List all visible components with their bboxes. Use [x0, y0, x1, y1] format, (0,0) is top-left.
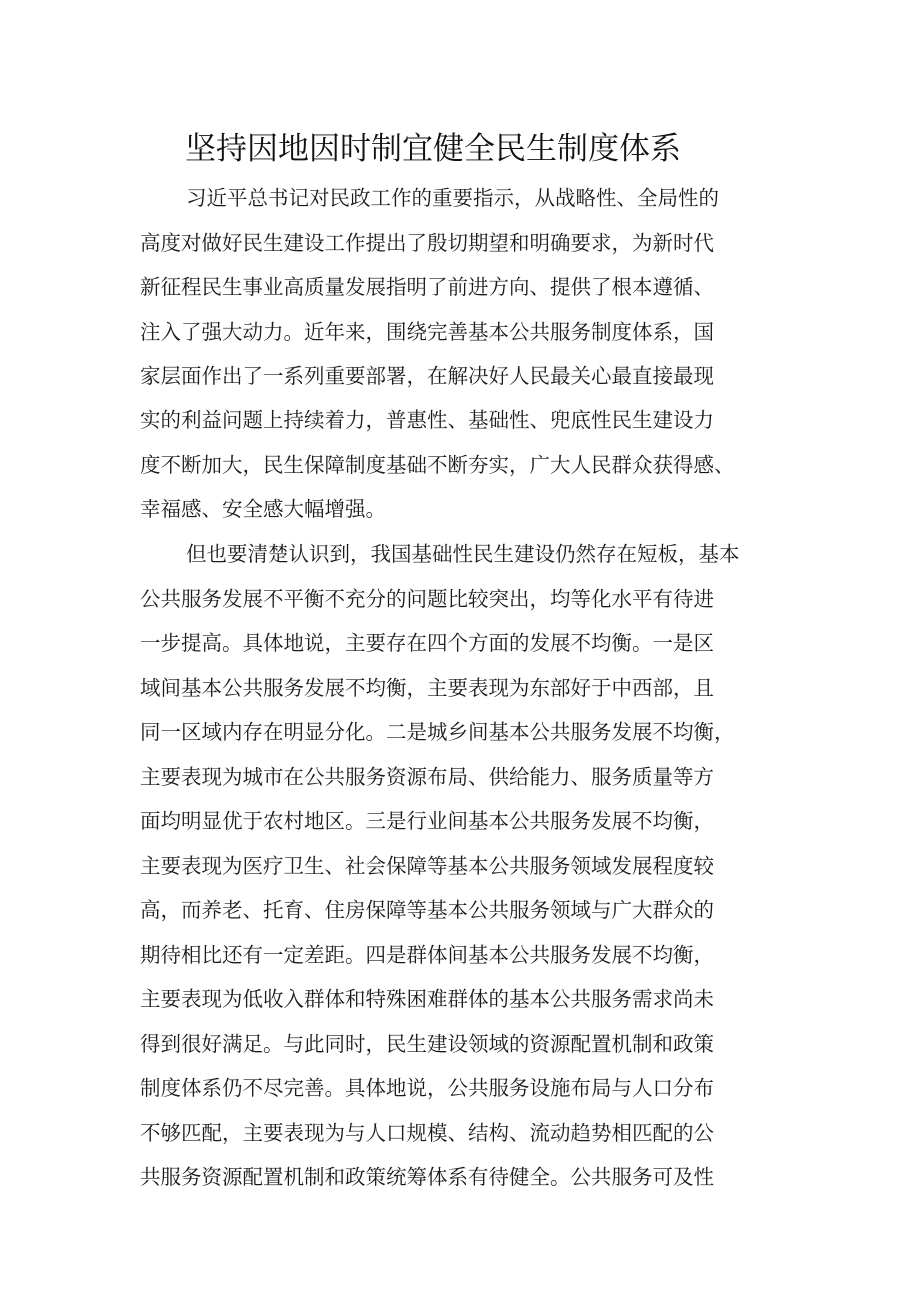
text-line: 习近平总书记对民政工作的重要指示，从战略性、全局性的 [186, 186, 719, 210]
text-line: 期待相比还有一定差距。四是群体间基本公共服务发展不均衡， [140, 943, 714, 967]
text-line: 实的利益问题上持续着力，普惠性、基础性、兜底性民生建设力 [140, 408, 714, 432]
text-line: 主要表现为城市在公共服务资源布局、供给能力、服务质量等方 [140, 765, 714, 789]
text-line: 高，而养老、托育、住房保障等基本公共服务领域与广大群众的 [140, 898, 714, 922]
text-line: 家层面作出了一系列重要部署，在解决好人民最关心最直接最现 [140, 364, 714, 388]
text-line: 主要表现为医疗卫生、社会保障等基本公共服务领域发展程度较 [140, 854, 714, 878]
text-line: 得到很好满足。与此同时，民生建设领域的资源配置机制和政策 [140, 1032, 714, 1056]
text-line: 不够匹配，主要表现为与人口规模、结构、流动趋势相匹配的公 [140, 1121, 714, 1145]
text-line: 公共服务发展不平衡不充分的问题比较突出，均等化水平有待进 [140, 587, 714, 611]
document-title: 坚持因地因时制宜健全民生制度体系 [185, 131, 681, 167]
text-line: 面均明显优于农村地区。三是行业间基本公共服务发展不均衡， [140, 809, 714, 833]
text-line: 度不断加大，民生保障制度基础不断夯实，广大人民群众获得感、 [140, 453, 735, 477]
text-line: 幸福感、安全感大幅增强。 [140, 497, 386, 521]
text-line: 域间基本公共服务发展不均衡，主要表现为东部好于中西部，且 [140, 676, 714, 700]
text-line: 高度对做好民生建设工作提出了殷切期望和明确要求，为新时代 [140, 231, 714, 255]
text-line: 同一区域内存在明显分化。二是城乡间基本公共服务发展不均衡， [140, 720, 735, 744]
text-line: 一步提高。具体地说，主要存在四个方面的发展不均衡。一是区 [140, 631, 714, 655]
text-line: 制度体系仍不尽完善。具体地说，公共服务设施布局与人口分布 [140, 1076, 714, 1100]
text-line: 但也要清楚认识到，我国基础性民生建设仍然存在短板，基本 [186, 542, 740, 566]
text-line: 主要表现为低收入群体和特殊困难群体的基本公共服务需求尚未 [140, 987, 714, 1011]
text-line: 新征程民生事业高质量发展指明了前进方向、提供了根本遵循、 [140, 275, 714, 299]
text-line: 注入了强大动力。近年来，围绕完善基本公共服务制度体系，国 [140, 320, 714, 344]
text-line: 共服务资源配置机制和政策统筹体系有待健全。公共服务可及性 [140, 1165, 714, 1189]
